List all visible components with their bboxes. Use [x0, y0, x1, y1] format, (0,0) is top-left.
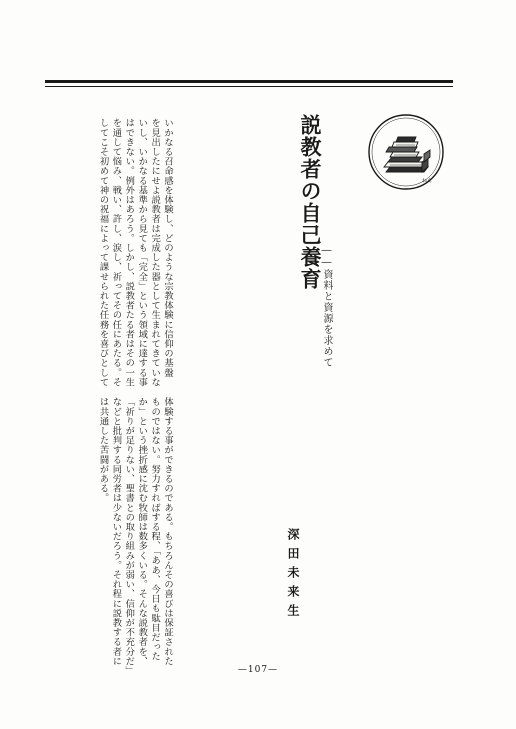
body-line: 「祈りが足りない、聖書との取り組みが弱い、信仰が不充分だ」 — [123, 397, 135, 676]
header-rule-thin — [45, 86, 453, 87]
body-column-upper — [98, 118, 172, 394]
body-line: はできない。例外はあろう。しかし、説教者たる者はその一生 — [123, 118, 135, 387]
body-line: を通して悩み、戦い、許し、涙し、祈ってその任にあたる。そ — [110, 118, 122, 387]
article-title: 説教者の自己養育 — [298, 114, 323, 290]
body-column-lower — [97, 397, 173, 676]
header-rule-thick — [45, 80, 453, 83]
article-subtitle: ――資料と資源を求めて — [321, 245, 332, 368]
body-line: いし、いかなる基準から見ても「完全」という領域に達する事 — [136, 118, 148, 387]
body-line: を見出したにせよ説教者は完成した器として生まれてきていな — [149, 118, 161, 387]
body-line: は共通した苦闘がある。 — [97, 397, 109, 503]
body-line: 体験する事ができるのである。もちろんその喜びは保証された — [162, 397, 173, 666]
stacked-books-icon — [366, 112, 446, 192]
body-line: いかなる召命感を体験し、どのような宗教体験に信仰の基盤 — [162, 118, 173, 378]
body-line: などと批判する同労者は少ないだろう。それ程に説教する者に — [110, 397, 122, 666]
body-line: ものではない。努力すればする程、「ああ、今日も駄目だった — [149, 397, 161, 662]
body-line: か」という挫折感に沈む牧師は数多くいる。そんな説教者を、 — [136, 397, 148, 666]
body-line: してこそ初めて神の祝福によって課せられた任務を喜びとして — [97, 118, 109, 387]
page-number: —107— — [237, 665, 279, 675]
emblem-signature: ねん — [422, 178, 433, 184]
author-name: 深田未来生 — [286, 528, 300, 623]
